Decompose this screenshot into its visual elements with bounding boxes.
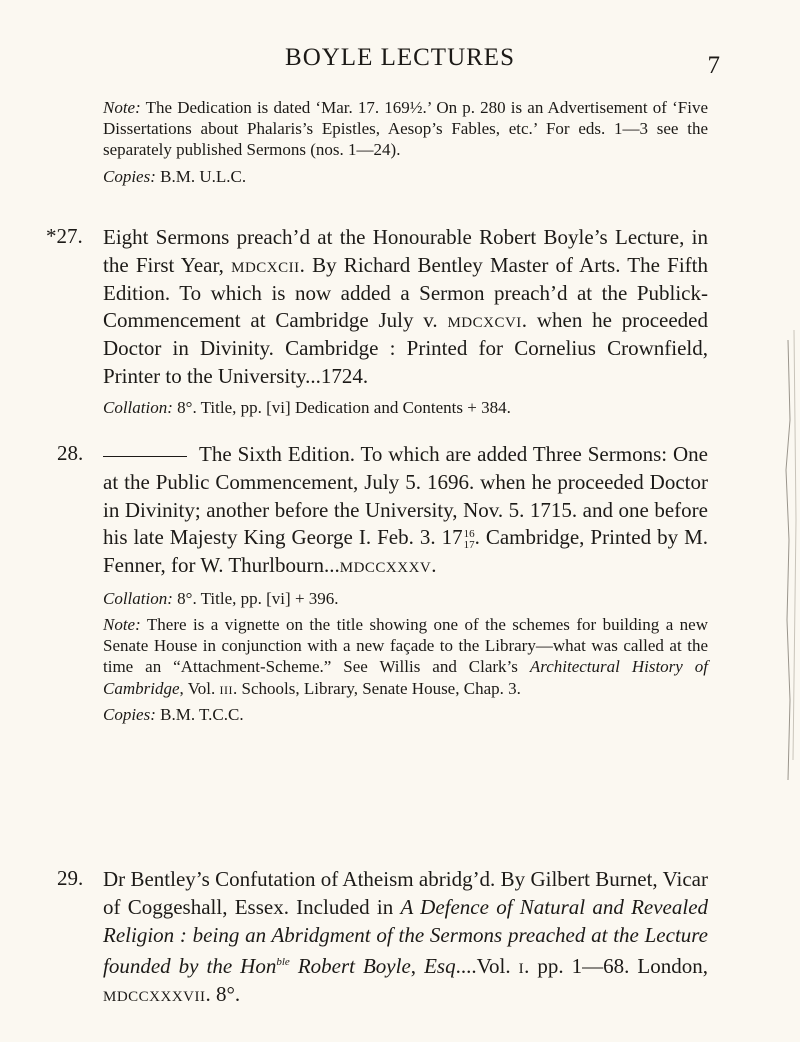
book-title: A Defence of Natural and Revealed Religion : being an Abridgment of the Sermons preached at the Lecture founded by the Hon <box>103 894 709 979</box>
book-title: Robert Boyle <box>297 954 411 979</box>
entry-continuation <box>103 97 708 188</box>
note-text: , Vol. <box>179 678 216 698</box>
roman-date: mdcxcvi <box>447 308 522 333</box>
description-text: v. <box>423 308 438 333</box>
collation-line <box>103 588 708 610</box>
fraction-bottom: 17 <box>463 538 475 551</box>
page-edge-shadow <box>760 0 800 1042</box>
description-text: . By Richard Bentley Master of Arts. The Fifth Edition. To which is now added a Sermon preach’d at the Publick-Commencement at Cambridge July <box>103 252 709 333</box>
entry-28 <box>57 441 709 726</box>
page-header <box>0 44 800 84</box>
description-text: . 8°. <box>205 982 241 1007</box>
collation-text: 8°. Title, pp. [vi] + 396. <box>177 588 339 608</box>
volume-number: i <box>518 954 525 979</box>
entry-number: *27. <box>46 224 83 248</box>
entry-description <box>103 866 708 1009</box>
copies-label: Copies: <box>103 704 156 724</box>
copies-line <box>103 704 708 726</box>
volume-number: iii <box>219 678 234 698</box>
split-year-fraction <box>464 529 475 551</box>
page-number: 7 <box>707 52 720 79</box>
description-text: The Sixth Edition. To which are added Three Sermons: One at the Public Commencement, July 5. 1696. when he proceeded Doctor in Divinity; another before the University, Nov. 5. 1715. and one before his late Majesty King George I. Feb. 3. 17 <box>103 442 708 550</box>
note-paragraph <box>103 97 708 161</box>
description-text: . when he proceeded Doctor in Divinity. Cambridge : Printed for Cornelius Crownfield, Printer to the University...1724. <box>103 308 708 388</box>
roman-date: mdcxcii <box>231 252 300 277</box>
description-text: ....Vol. <box>455 954 511 979</box>
description-text: Eight Sermons preach’d at the Honourable Robert Boyle’s Lecture, in the First Year, <box>103 225 708 277</box>
entry-number: 28. <box>57 441 84 465</box>
copies-text: B.M. T.C.C. <box>160 704 244 724</box>
entry-description <box>103 441 708 580</box>
copies-text: B.M. U.L.C. <box>160 166 247 186</box>
running-title: BOYLE LECTURES <box>285 44 515 71</box>
book-title: Architectural History of Cambridge <box>103 657 709 698</box>
book-title: Esq <box>424 954 456 979</box>
collation-label: Collation: <box>103 397 173 417</box>
entry-number: 29. <box>57 866 84 890</box>
note-text: . Schools, Library, Senate House, Chap. 3. <box>233 678 521 698</box>
copies-line <box>103 166 708 188</box>
entry-description <box>103 224 708 391</box>
superscript-abbrev: ble <box>276 956 290 969</box>
collation-text: 8°. Title, pp. [vi] Dedication and Contents + 384. <box>177 397 511 417</box>
note-label: Note: <box>103 98 141 117</box>
note-text: There is a vignette on the title showing one of the schemes for building a new Senate House in conjunction with a new façade to the Library—what was called at the time an “Attachment-Scheme.” See Willis and Clark’s <box>103 614 708 677</box>
note-label: Note: <box>103 614 141 634</box>
entry-29 <box>57 866 709 1009</box>
fraction-top: 16 <box>463 527 475 540</box>
roman-date: mdccxxxvii <box>103 982 206 1007</box>
description-text: Dr Bentley’s Confutation of Atheism abridg’d. By Gilbert Burnet, Vicar of Coggeshall, Essex. Included in <box>103 867 708 919</box>
description-text: . <box>431 553 437 578</box>
description-text: , <box>410 954 417 979</box>
collation-line <box>103 397 708 419</box>
description-text: . Cambridge, Printed by M. Fenner, for W. Thurlbourn... <box>103 525 708 578</box>
description-text: . pp. 1—68. London, <box>524 954 708 979</box>
entry-27 <box>46 224 709 419</box>
collation-label: Collation: <box>103 588 173 608</box>
ditto-rule <box>103 456 187 457</box>
note-paragraph <box>103 614 708 699</box>
note-text: The Dedication is dated ‘Mar. 17. 169½.’ On p. 280 is an Advertisement of ‘Five Dissertations about Phalaris’s Epistles, Aesop’s Fables, etc.’ For eds. 1—3 see the separately published Sermons (nos. 1—24). <box>103 98 708 160</box>
roman-date: mdccxxxv <box>339 553 432 578</box>
copies-label: Copies: <box>103 166 156 186</box>
